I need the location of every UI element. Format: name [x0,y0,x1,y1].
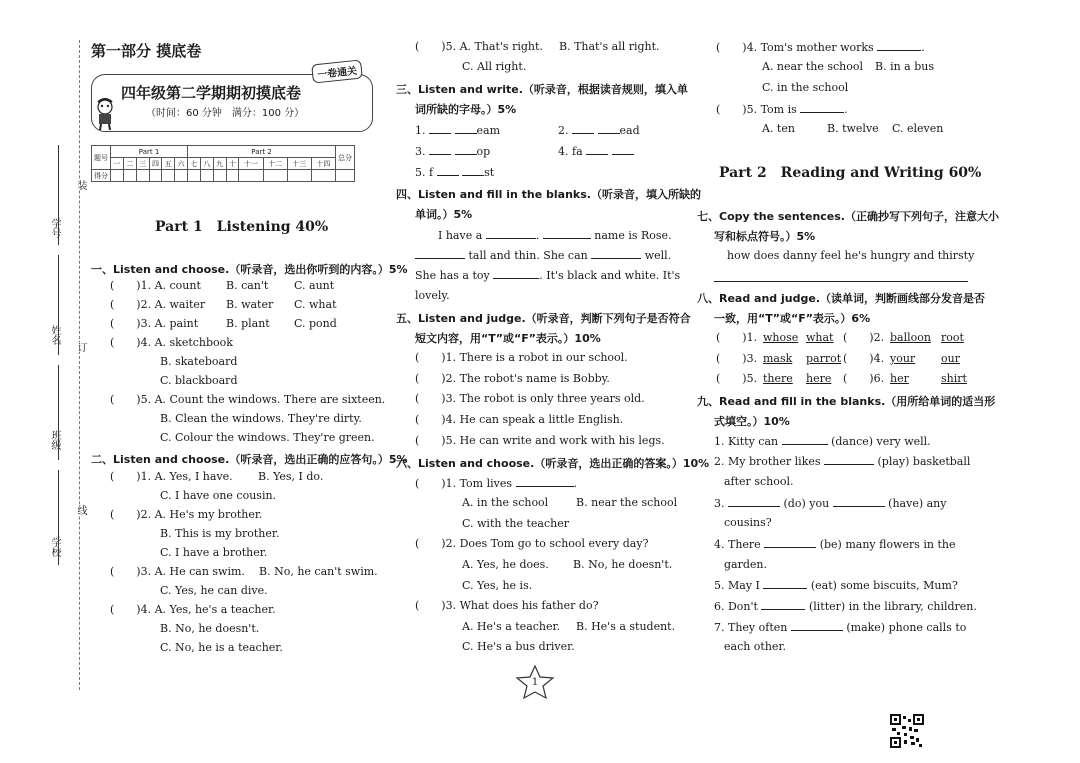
s6-q1-b: B. near the school [576,496,678,509]
s8-heading-2: 一致，用“T”或“F”表示。）6% [714,312,871,325]
s4-heading-1: 四、Listen and fill in the blanks.（听录音，填入所缺的 [396,188,701,201]
s7-sentence: how does danny feel he's hungry and thirsty [727,249,975,262]
score-col: 七 [188,158,201,170]
s4-heading-2: 单词。）5% [415,208,473,221]
s6-q5-stem: ( )5. Tom is . [716,103,848,116]
score-col: 五 [162,158,175,170]
s2-q2-a: ( )2. A. He's my brother. [110,508,263,521]
s5-item: ( )4. He can speak a little English. [415,413,624,426]
field-line [58,365,59,460]
s6-q5-c: C. eleven [892,122,944,135]
page-number: 1 [531,677,539,688]
s2-q2-b: B. This is my brother. [160,527,280,540]
s2-q4-a: ( )4. A. Yes, he's a teacher. [110,603,276,616]
qr-code-icon [890,714,924,752]
field-student-id: 学号 [49,218,60,238]
score-col: 十二 [263,158,287,170]
s6-heading: 六、Listen and choose.（听录音，选出正确的答案。）10% [396,457,710,470]
s9-item-5: 5. May I (eat) some biscuits, Mum? [714,579,958,592]
s6-q3-b: B. He's a student. [576,620,676,633]
score-col: 四 [149,158,162,170]
s3-item-2: 2. ead [558,124,640,137]
s6-q2-a: A. Yes, he does. [462,558,549,571]
s5-heading-1: 五、Listen and judge.（听录音，判断下列句子是否符合 [396,312,691,325]
s1-q2-c: C. what [294,298,337,311]
score-row-label: 题号 [92,146,111,170]
s2-q1-a: ( )1. A. Yes, I have. [110,470,233,483]
s2-q3-b: B. No, he can't swim. [259,565,378,578]
score-col: 三 [136,158,149,170]
score-col: 十 [226,158,239,170]
s1-q4-c: C. blackboard [160,374,238,387]
s9-item-4: 4. There (be) many flowers in the [714,538,956,551]
s9-item-1: 1. Kitty can (dance) very well. [714,435,931,448]
binding-mark-zhuang: 装 [75,180,86,190]
s9-item-3b: cousins? [724,516,772,529]
field-school: 学校 [49,537,60,557]
s1-q5-b: B. Clean the windows. They're dirty. [160,412,362,425]
s5-item: ( )2. The robot's name is Bobby. [415,372,610,385]
s1-q1-a: ( )1. A. count [110,279,201,292]
score-col: 十一 [239,158,263,170]
score-col: 二 [123,158,136,170]
s1-heading: 一、Listen and choose.（听录音，选出你听到的内容。）5% [91,263,408,276]
binding-dashed-line [79,40,80,690]
score-part2: Part 2 [188,146,336,158]
s6-q1-a: A. in the school [462,496,549,509]
s9-item-3: 3. (do) you (have) any [714,497,947,510]
s8-row: ( )5. there here ( )6. her shirt [716,372,967,385]
s1-q3-c: C. pond [294,317,337,330]
section-title: 第一部分 摸底卷 [91,42,202,60]
s2-q5-a: ( )5. A. That's right. [415,40,543,53]
s1-q5-c: C. Colour the windows. They're green. [160,431,375,444]
s8-row: ( )1. whose what ( )2. balloon root [716,331,964,344]
exam-info: （时间：60 分钟 满分：100 分） [146,108,305,119]
s1-q1-b: B. can't [226,279,269,292]
s6-q2-stem: ( )2. Does Tom go to school every day? [415,537,649,550]
s9-item-2: 2. My brother likes (play) basketball [714,455,971,468]
s6-q2-c: C. Yes, he is. [462,579,533,592]
s6-q4-a: A. near the school [762,60,864,73]
page-number-star [515,664,555,700]
s6-q4-stem: ( )4. Tom's mother works . [716,41,925,54]
binding-mark-xian: 线 [75,505,86,515]
s2-q5-c: C. All right. [462,60,527,73]
s1-q3-a: ( )3. A. paint [110,317,199,330]
s4-line-3: She has a toy . It's black and white. It's [415,269,681,282]
s9-heading-1: 九、Read and fill in the blanks.（用所给单词的适当形 [697,395,996,408]
score-part1: Part 1 [111,146,188,158]
s6-q3-c: C. He's a bus driver. [462,640,575,653]
s3-item-5: 5. f st [415,166,495,179]
field-line [58,470,59,565]
s6-q5-a: A. ten [762,122,795,135]
s6-q2-b: B. No, he doesn't. [573,558,673,571]
score-col: 六 [175,158,188,170]
s3-heading-2: 词所缺的字母。）5% [415,103,517,116]
score-col: 八 [200,158,213,170]
s6-q3-stem: ( )3. What does his father do? [415,599,599,612]
score-col: 一 [111,158,124,170]
s5-item: ( )3. The robot is only three years old. [415,392,645,405]
part1-title: Part 1 Listening 40% [155,219,329,235]
score-row-label: 得分 [92,170,111,182]
s6-q4-b: B. in a bus [875,60,935,73]
s6-q1-stem: ( )1. Tom lives . [415,477,578,490]
s3-item-1: 1. eam [415,124,500,137]
s7-heading-2: 写和标点符号。）5% [714,230,816,243]
score-table [91,145,355,182]
s6-q3-a: A. He's a teacher. [462,620,561,633]
s6-q4-c: C. in the school [762,81,849,94]
score-col: 九 [213,158,226,170]
s1-q2-a: ( )2. A. waiter [110,298,206,311]
s1-q4-a: ( )4. A. sketchbook [110,336,233,349]
s1-q4-b: B. skateboard [160,355,238,368]
s4-line-4: lovely. [415,289,450,302]
s5-heading-2: 短文内容，用“T”或“F”表示。）10% [415,332,601,345]
s5-item: ( )5. He can write and work with his legs. [415,434,665,447]
field-line [58,145,59,245]
exam-title: 四年级第二学期期初摸底卷 [121,84,302,102]
mascot-icon [92,98,118,134]
s5-item: ( )1. There is a robot in our school. [415,351,628,364]
s4-line-1: I have a . name is Rose. [438,229,672,242]
s2-q2-c: C. I have a brother. [160,546,268,559]
s8-heading-1: 八、Read and judge.（读单词，判断画线部分发音是否 [697,292,986,305]
s2-heading: 二、Listen and choose.（听录音，选出正确的应答句。）5% [91,453,408,466]
s9-item-7b: each other. [724,640,786,653]
score-total: 总分 [336,146,355,170]
s9-item-6: 6. Don't (litter) in the library, children. [714,600,977,613]
badge: 一卷通关 [311,59,363,83]
s7-heading-1: 七、Copy the sentences.（正确抄写下列句子，注意大小 [697,210,999,223]
s1-q3-b: B. plant [226,317,270,330]
s3-item-4: 4. fa [558,144,634,158]
s9-heading-2: 式填空。）10% [714,415,790,428]
field-line [58,255,59,355]
s8-row: ( )3. mask parrot ( )4. your our [716,352,960,365]
score-col: 十三 [287,158,311,170]
score-col: 十四 [311,158,335,170]
s1-q2-b: B. water [226,298,274,311]
binding-mark-ding: 订 [75,342,86,352]
field-name: 姓名 [49,325,60,345]
s2-q4-c: C. No, he is a teacher. [160,641,283,654]
field-class: 班级 [49,430,60,450]
s9-item-2b: after school. [724,475,794,488]
s6-q1-c: C. with the teacher [462,517,569,530]
s3-heading-1: 三、Listen and write.（听录音，根据读音规则，填入单 [396,83,688,96]
s2-q1-c: C. I have one cousin. [160,489,277,502]
s2-q3-c: C. Yes, he can dive. [160,584,268,597]
s9-item-4b: garden. [724,558,767,571]
s6-q5-b: B. twelve [827,122,879,135]
s3-item-3: 3. op [415,145,491,158]
s7-answer-line[interactable] [714,281,968,282]
s9-item-7: 7. They often (make) phone calls to [714,621,967,634]
part2-title: Part 2 Reading and Writing 60% [719,165,982,181]
s2-q5-b: B. That's all right. [559,40,660,53]
s2-q4-b: B. No, he doesn't. [160,622,260,635]
s2-q1-b: B. Yes, I do. [258,470,324,483]
s2-q3-a: ( )3. A. He can swim. [110,565,245,578]
s1-q5-a: ( )5. A. Count the windows. There are sixteen. [110,393,386,406]
s4-line-2: tall and thin. She can well. [415,248,671,262]
s1-q1-c: C. aunt [294,279,335,292]
